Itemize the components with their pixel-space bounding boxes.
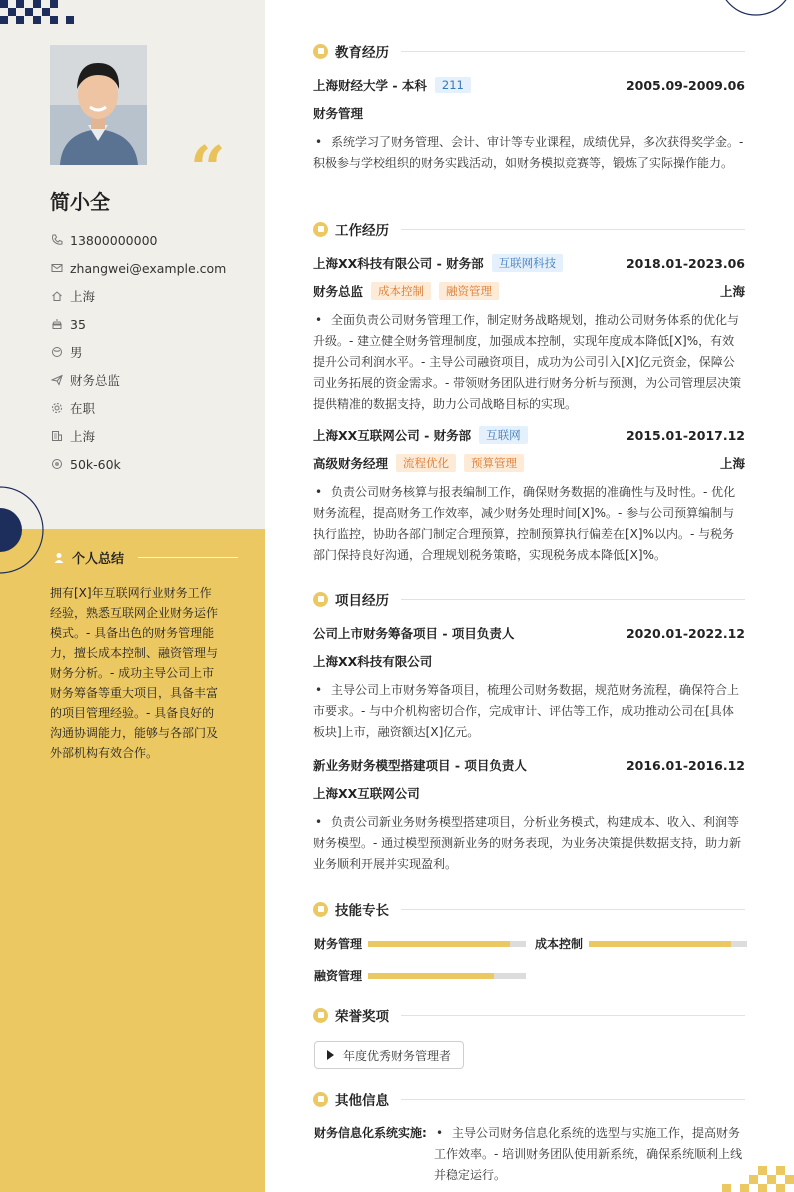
avatar: [50, 45, 147, 165]
checker-decoration-bottom: [722, 1166, 794, 1192]
work-icon: [313, 222, 328, 237]
project-row-2: [313, 756, 745, 774]
project-date: 2016.01-2016.12: [625, 757, 745, 773]
info-value: 上海: [70, 429, 96, 444]
info-value: 男: [70, 345, 83, 360]
age-icon: [50, 317, 64, 331]
other-desc: • 主导公司财务信息化系统的选型与实施工作，提高财务工作效率。- 培训财务团队使用新系统，确保系统顺利上线并稳定运行。: [434, 1126, 743, 1182]
other-icon: [313, 1092, 328, 1107]
info-location: [50, 282, 226, 310]
work-desc-2: • 负责公司财务核算与报表编制工作，确保财务数据的准确性与及时性。- 优化财务流程，提高财务工作效率，减少财务处理时间[X]%。- 参与公司预算编制与执行监控，协助各部门制定合理预算，控制预算执行偏差在[X]%以内。- 与税务部门保持良好沟通，合理规划税务策略，实现税务成本降低[X]%。: [313, 485, 736, 562]
profile-name: 简小全: [50, 190, 110, 214]
gear-icon: [50, 401, 64, 415]
company-name: 上海XX科技有限公司 - 财务部: [313, 256, 484, 271]
work-row-1: [313, 254, 745, 272]
position-row-1: [313, 282, 745, 300]
summary-heading: [52, 548, 238, 567]
skill-item: [314, 935, 526, 952]
info-value: 50k-60k: [70, 456, 121, 472]
mail-icon: [50, 261, 64, 275]
project-name: 新业务财务模型搭建项目 - 项目负责人: [313, 758, 527, 773]
education-icon: [313, 44, 328, 59]
phone-icon: [50, 233, 64, 247]
quote-mark-icon: “: [190, 132, 226, 205]
skill-name: 融资管理: [314, 969, 363, 983]
other-label: 财务信息化系统实施:: [314, 1126, 427, 1140]
project-desc-1: • 主导公司上市财务筹备项目，梳理公司财务数据，规范财务流程，确保符合上市要求。- 与中介机构密切合作，完成审计、评估等工作，成功推动公司在[具体板块]上市，融资额达[X]亿元。: [313, 683, 740, 739]
info-value: 在职: [70, 401, 96, 416]
school-tag: 211: [435, 77, 471, 93]
skill-tag: 流程优化: [396, 454, 456, 472]
project-org-2: [313, 784, 745, 802]
position: 高级财务经理: [313, 456, 389, 471]
education-desc: • 系统学习了财务管理、会计、审计等专业课程，成绩优异，多次获得奖学金。- 积极参与学校组织的财务实践活动，如财务模拟竞赛等，锻炼了实际操作能力。: [313, 135, 744, 170]
coin-icon: [50, 457, 64, 471]
skill-bar: [368, 941, 526, 947]
projects-heading: [313, 589, 745, 609]
industry-tag: 互联网科技: [492, 254, 564, 272]
sidebar: [0, 0, 265, 1192]
gender-icon: [50, 345, 64, 359]
work-date: 2018.01-2023.06: [625, 255, 745, 271]
award-label: 年度优秀财务管理者: [343, 1048, 452, 1063]
section-title: 技能专长: [335, 903, 389, 919]
info-position: [50, 366, 226, 394]
skills-heading: [313, 899, 745, 919]
info-salary: [50, 450, 226, 478]
skills-icon: [313, 902, 328, 917]
position-row-2: [313, 454, 745, 472]
contact-info-list: [50, 226, 226, 478]
work-date: 2015.01-2017.12: [625, 427, 745, 443]
info-email: [50, 254, 226, 282]
info-value: zhangwei@example.com: [70, 260, 227, 276]
major: 财务管理: [313, 106, 364, 121]
ring-decoration-top: [718, 0, 794, 38]
info-phone: [50, 226, 226, 254]
school-name: 上海财经大学 - 本科: [313, 78, 427, 93]
project-date: 2020.01-2022.12: [625, 625, 745, 641]
info-city: [50, 422, 226, 450]
skill-tag: 融资管理: [439, 282, 499, 300]
project-name: 公司上市财务筹备项目 - 项目负责人: [313, 626, 515, 641]
education-date: 2005.09-2009.06: [625, 77, 745, 93]
skill-bar-fill: [368, 941, 510, 947]
awards-icon: [313, 1008, 328, 1023]
play-icon: [327, 1050, 334, 1060]
info-age: [50, 310, 226, 338]
project-desc-text: 负责公司新业务财务模型搭建项目，分析业务模式，构建成本、收入、利润等财务模型。- 通过模型预测新业务的财务表现，为业务决策提供数据支持，助力新业务顺利开展并实现盈利。: [313, 815, 742, 871]
work-desc-text: 全面负责公司财务管理工作，制定财务战略规划，推动公司财务体系的优化与升级。- 建立健全财务管理制度，加强成本控制，实现年度成本降低[X]%，有效提升公司利润水平。- 主导公司融资项目，成功为公司引入[X]亿元资金，保障公司业务拓展的资金需求。- 带领财务团队进行财务分析与预测，为公司管理层决策提供精准的数据支持，助力公司战略目标的实现。: [313, 313, 742, 411]
other-heading: [313, 1089, 745, 1109]
work-desc-text: 负责公司财务核算与报表编制工作，确保财务数据的准确性与及时性。- 优化财务流程，提高财务工作效率，减少财务处理时间[X]%。- 参与公司预算编制与执行监控，协助各部门制定合理预算，控制预算执行偏差在[X]%以内。- 与税务部门保持良好沟通，合理规划税务策略，实现税务成本降低[X]%。: [313, 485, 736, 562]
skill-item: [535, 935, 747, 952]
home-icon: [50, 289, 64, 303]
user-icon: [52, 551, 66, 565]
education-row: [313, 76, 745, 94]
other-desc-text: 主导公司财务信息化系统的选型与实施工作，提高财务工作效率。- 培训财务团队使用新系统，确保系统顺利上线并稳定运行。: [434, 1126, 743, 1182]
projects-icon: [313, 592, 328, 607]
project-desc-2: • 负责公司新业务财务模型搭建项目，分析业务模式，构建成本、收入、利润等财务模型。- 通过模型预测新业务的财务表现，为业务决策提供数据支持，助力新业务顺利开展并实现盈利。: [313, 815, 742, 871]
section-title: 项目经历: [335, 593, 389, 609]
industry-tag: 互联网: [479, 426, 528, 444]
section-title: 荣誉奖项: [335, 1009, 389, 1025]
company-name: 上海XX互联网公司 - 财务部: [313, 428, 472, 443]
skill-bar-fill: [589, 941, 731, 947]
project-desc-text: 主导公司上市财务筹备项目，梳理公司财务数据，规范财务流程，确保符合上市要求。- 与中介机构密切合作，完成审计、评估等工作，成功推动公司在[具体板块]上市，融资额达[X]亿元。: [313, 683, 740, 739]
section-title: 工作经历: [335, 223, 389, 239]
building-icon: [50, 429, 64, 443]
skill-bar: [368, 973, 526, 979]
education-heading: [313, 41, 745, 61]
project-row-1: [313, 624, 745, 642]
section-title: 教育经历: [335, 45, 389, 61]
skill-item: [314, 967, 526, 984]
skill-tag: 预算管理: [464, 454, 524, 472]
work-city: 上海: [719, 284, 745, 299]
info-value: 13800000000: [70, 232, 158, 248]
skill-bar: [589, 941, 747, 947]
info-gender: [50, 338, 226, 366]
award-item[interactable]: [314, 1041, 464, 1069]
summary-text: 拥有[X]年互联网行业财务工作经验，熟悉互联网企业财务运作模式。- 具备出色的财务管理能力，擅长成本控制、融资管理与财务分析。- 成功主导公司上市财务筹备等重大项目，具备丰富的项目管理经验。- 具备良好的沟通协调能力，能够与各部门及外部机构有效合作。: [50, 586, 219, 760]
major-row: [313, 104, 745, 122]
send-icon: [50, 373, 64, 387]
project-org: 上海XX互联网公司: [313, 786, 420, 801]
section-title: 其他信息: [335, 1093, 389, 1109]
skill-name: 成本控制: [535, 937, 584, 951]
work-city: 上海: [719, 456, 745, 471]
info-value: 上海: [70, 289, 96, 304]
work-heading: [313, 219, 745, 239]
checker-decoration: [0, 0, 75, 25]
info-value: 35: [70, 316, 86, 332]
awards-heading: [313, 1005, 745, 1025]
skill-name: 财务管理: [314, 937, 363, 951]
education-desc-text: 系统学习了财务管理、会计、审计等专业课程，成绩优异，多次获得奖学金。- 积极参与学校组织的财务实践活动，如财务模拟竞赛等，锻炼了实际操作能力。: [313, 135, 744, 170]
work-desc-1: • 全面负责公司财务管理工作，制定财务战略规划，推动公司财务体系的优化与升级。- 建立健全财务管理制度，加强成本控制，实现年度成本降低[X]%，有效提升公司利润水平。- 主导公司融资项目，成功为公司引入[X]亿元资金，保障公司业务拓展的资金需求。- 带领财务团队进行财务分析与预测，为公司管理层决策提供精准的数据支持，助力公司战略目标的实现。: [313, 313, 742, 411]
skill-tag: 成本控制: [371, 282, 431, 300]
position: 财务总监: [313, 284, 364, 299]
ring-decoration: [0, 485, 46, 575]
info-status: [50, 394, 226, 422]
work-row-2: [313, 426, 745, 444]
skill-bar-fill: [368, 973, 494, 979]
project-org: 上海XX科技有限公司: [313, 654, 433, 669]
summary-title: 个人总结: [72, 552, 125, 567]
project-org-1: [313, 652, 745, 670]
info-value: 财务总监: [70, 373, 121, 388]
